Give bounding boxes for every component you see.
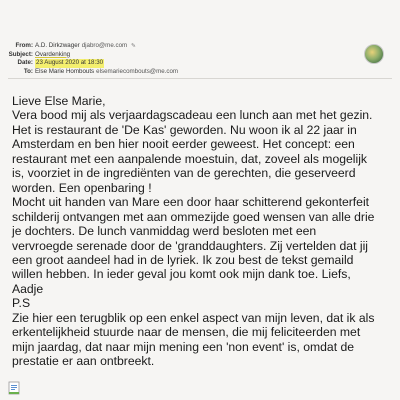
body-line: mijn jaardag, dat naar mijn mening een 'non event' is, omdat de xyxy=(12,339,355,354)
header-divider xyxy=(8,78,392,79)
email-body xyxy=(12,94,394,369)
body-line: je dochters. De lunch vanmiddag werd besloten met een xyxy=(12,224,317,239)
body-line: Mocht uit handen van Mare een door haar schitterend gekonterfeit xyxy=(12,195,370,210)
from-row xyxy=(0,42,360,51)
to-label: To: xyxy=(23,67,33,75)
subject-row xyxy=(0,51,360,60)
email-header xyxy=(0,42,360,76)
body-line: worden. Een openbaring ! xyxy=(12,180,152,195)
recipient-name[interactable]: Else Marie Hombouts xyxy=(35,67,95,75)
body-line: Aadje xyxy=(12,281,44,296)
body-line: is, voorziet in de ingrediënten van de gerechten, die geserveerd xyxy=(12,166,356,181)
recipient-email[interactable]: elsemariecombouts@me.com xyxy=(96,67,179,75)
body-line: Amsterdam en ben hier nooit eerder geweest. Het concept: een xyxy=(12,137,355,152)
sender-email[interactable]: djabro@me.com xyxy=(81,42,128,49)
document-attachment-icon[interactable] xyxy=(8,381,21,395)
pencil-icon[interactable]: ✏ xyxy=(129,42,137,50)
sender-name[interactable]: A.D. Dirkzwager xyxy=(35,42,80,49)
body-line: erkentelijkheid stuurde naar de mensen, die mij feliciteerden met xyxy=(12,325,361,340)
sender-avatar[interactable] xyxy=(364,44,384,64)
date-row xyxy=(0,59,360,68)
from-label: From: xyxy=(15,42,33,49)
to-row xyxy=(0,68,360,77)
body-line: willen hebben. In ieder geval jou komt ook mijn dank toe. Liefs, xyxy=(12,267,351,282)
body-line: restaurant met een aanpalende moestuin, dat, zoveel als mogelijk xyxy=(12,151,368,166)
subject-value: Ovardenking xyxy=(35,50,71,58)
date-value: 23 August 2020 at 18:30 xyxy=(36,59,104,67)
body-line: Zie hier een terugblik op een enkel aspect van mijn leven, dat ik als xyxy=(12,310,375,325)
body-line: Lieve Else Marie, xyxy=(12,94,106,108)
body-line: een groot aandeel had in de lyriek. Ik zou best de tekst gemaild xyxy=(12,252,354,267)
body-line: Het is restaurant de 'De Kas' geworden. Nu woon ik al 22 jaar in xyxy=(12,122,357,137)
body-line: P.S xyxy=(12,296,31,311)
body-line: prestatie er aan ontbreekt. xyxy=(12,354,155,369)
body-line: Vera bood mij als verjaardagscadeau een lunch aan met het gezin. xyxy=(12,108,373,123)
date-label: Date: xyxy=(17,59,33,67)
body-line: vervroegde serenade door de 'granddaughters. Zij vertelden dat jij xyxy=(12,238,368,253)
body-line: schilderij ontvangen met aan ommezijde goed wensen van alle drie xyxy=(12,209,375,224)
subject-label: Subject: xyxy=(8,50,33,58)
